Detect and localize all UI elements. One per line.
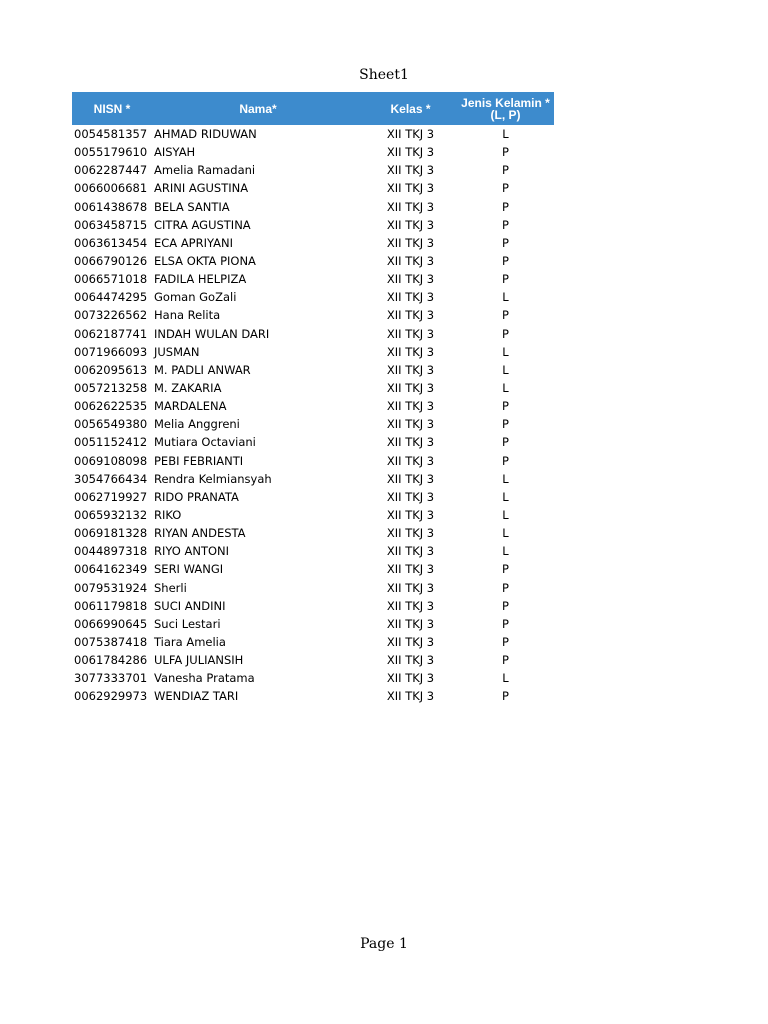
cell-nama: PEBI FEBRIANTI xyxy=(154,453,244,468)
cell-jenis-kelamin: L xyxy=(502,671,509,686)
cell-kelas: XII TKJ 3 xyxy=(386,326,435,341)
cell-nama: RIYAN ANDESTA xyxy=(154,526,246,541)
cell-jenis-kelamin: L xyxy=(502,508,509,523)
cell-kelas: XII TKJ 3 xyxy=(386,199,435,214)
cell-nama: CITRA AGUSTINA xyxy=(154,217,251,232)
cell-jenis-kelamin: L xyxy=(502,489,509,504)
table-body xyxy=(72,125,554,706)
cell-kelas: XII TKJ 3 xyxy=(386,272,435,287)
cell-nisn: 0062287447 xyxy=(74,163,148,178)
cell-kelas: XII TKJ 3 xyxy=(386,308,435,323)
table-row xyxy=(72,597,554,615)
cell-nama: AISYAH xyxy=(154,145,196,160)
cell-jenis-kelamin: P xyxy=(502,580,509,595)
cell-nama: RIKO xyxy=(154,508,182,523)
column-header-jenis-line1: Jenis Kelamin * xyxy=(461,95,550,110)
cell-jenis-kelamin: P xyxy=(502,217,509,232)
table-row xyxy=(72,470,554,488)
cell-jenis-kelamin: P xyxy=(502,163,509,178)
cell-kelas: XII TKJ 3 xyxy=(386,344,435,359)
table-row xyxy=(72,379,554,397)
cell-kelas: XII TKJ 3 xyxy=(386,580,435,595)
cell-kelas: XII TKJ 3 xyxy=(386,471,435,486)
cell-nisn: 0061784286 xyxy=(74,653,148,668)
cell-kelas: XII TKJ 3 xyxy=(386,217,435,232)
cell-nisn: 0064162349 xyxy=(74,562,148,577)
cell-jenis-kelamin: P xyxy=(502,145,509,160)
cell-kelas: XII TKJ 3 xyxy=(386,127,435,142)
cell-kelas: XII TKJ 3 xyxy=(386,181,435,196)
cell-nisn: 0062719927 xyxy=(74,489,148,504)
cell-kelas: XII TKJ 3 xyxy=(386,145,435,160)
cell-nisn: 0066571018 xyxy=(74,272,148,287)
cell-jenis-kelamin: L xyxy=(502,127,509,142)
cell-nama: RIDO PRANATA xyxy=(154,489,239,504)
cell-nama: JUSMAN xyxy=(154,344,200,359)
cell-kelas: XII TKJ 3 xyxy=(386,653,435,668)
cell-kelas: XII TKJ 3 xyxy=(386,381,435,396)
cell-nama: Suci Lestari xyxy=(154,616,221,631)
cell-jenis-kelamin: L xyxy=(502,344,509,359)
table-row xyxy=(72,560,554,578)
cell-jenis-kelamin: L xyxy=(502,381,509,396)
cell-nama: SERI WANGI xyxy=(154,562,224,577)
cell-jenis-kelamin: P xyxy=(502,653,509,668)
cell-kelas: XII TKJ 3 xyxy=(386,635,435,649)
table-row xyxy=(72,433,554,451)
cell-jenis-kelamin: L xyxy=(502,362,509,377)
column-header-nama: Nama* xyxy=(152,92,364,125)
cell-jenis-kelamin: P xyxy=(502,616,509,631)
table-row xyxy=(72,542,554,560)
cell-kelas: XII TKJ 3 xyxy=(386,544,435,559)
cell-jenis-kelamin: L xyxy=(502,544,509,559)
cell-nama: ELSA OKTA PIONA xyxy=(154,254,256,269)
cell-kelas: XII TKJ 3 xyxy=(386,417,435,432)
cell-nisn: 0071966093 xyxy=(74,344,148,359)
cell-jenis-kelamin: L xyxy=(502,471,509,486)
table-row xyxy=(72,288,554,306)
table-row xyxy=(72,125,554,143)
cell-nama: Goman GoZali xyxy=(154,290,237,305)
cell-nama: FADILA HELPIZA xyxy=(154,272,247,287)
table-row xyxy=(72,506,554,524)
cell-nama: Tiara Amelia xyxy=(154,635,226,649)
cell-nisn: 0065932132 xyxy=(74,508,148,523)
cell-jenis-kelamin: P xyxy=(502,562,509,577)
cell-kelas: XII TKJ 3 xyxy=(386,362,435,377)
cell-nama: Sherli xyxy=(154,580,187,595)
table-row xyxy=(72,252,554,270)
cell-jenis-kelamin: P xyxy=(502,435,509,450)
column-header-jenis-kelamin xyxy=(457,92,554,125)
cell-jenis-kelamin: P xyxy=(502,199,509,214)
cell-nisn: 0069108098 xyxy=(74,453,148,468)
cell-nama: M. PADLI ANWAR xyxy=(154,362,251,377)
table-row xyxy=(72,143,554,161)
table-row xyxy=(72,687,554,705)
cell-kelas: XII TKJ 3 xyxy=(386,562,435,577)
table-row xyxy=(72,343,554,361)
cell-kelas: XII TKJ 3 xyxy=(386,689,435,704)
cell-nama: SUCI ANDINI xyxy=(154,598,226,613)
cell-jenis-kelamin: P xyxy=(502,635,509,649)
table-row xyxy=(72,198,554,216)
cell-jenis-kelamin: L xyxy=(502,290,509,305)
cell-jenis-kelamin: P xyxy=(502,308,509,323)
cell-nama: M. ZAKARIA xyxy=(154,381,222,396)
cell-nisn: 0062929973 xyxy=(74,689,148,704)
cell-kelas: XII TKJ 3 xyxy=(386,489,435,504)
table-row xyxy=(72,361,554,379)
sheet-title: Sheet1 xyxy=(359,67,409,83)
table-row xyxy=(72,234,554,252)
cell-kelas: XII TKJ 3 xyxy=(386,290,435,305)
cell-nama: INDAH WULAN DARI xyxy=(154,326,270,341)
table-row xyxy=(72,651,554,669)
cell-nama: WENDIAZ TARI xyxy=(154,689,239,704)
cell-jenis-kelamin: P xyxy=(502,326,509,341)
cell-nisn: 0061438678 xyxy=(74,199,148,214)
cell-nisn: 0054581357 xyxy=(74,127,148,142)
cell-kelas: XII TKJ 3 xyxy=(386,453,435,468)
cell-nisn: 0062622535 xyxy=(74,399,148,414)
table-row xyxy=(72,397,554,415)
cell-jenis-kelamin: L xyxy=(502,526,509,541)
cell-nisn: 0066006681 xyxy=(74,181,148,196)
cell-nisn: 0063458715 xyxy=(74,217,148,232)
cell-nama: Vanesha Pratama xyxy=(154,671,255,686)
cell-jenis-kelamin: P xyxy=(502,181,509,196)
table-row xyxy=(72,669,554,687)
cell-kelas: XII TKJ 3 xyxy=(386,526,435,541)
page-footer: Page 1 xyxy=(360,936,408,952)
cell-nama: Hana Relita xyxy=(154,308,221,323)
column-header-jenis-line2: (L, P) xyxy=(490,107,521,122)
cell-nama: BELA SANTIA xyxy=(154,199,230,214)
student-table xyxy=(72,92,554,706)
cell-kelas: XII TKJ 3 xyxy=(386,508,435,523)
cell-nisn: 0079531924 xyxy=(74,580,148,595)
cell-nama: Rendra Kelmiansyah xyxy=(154,471,272,486)
cell-nama: AHMAD RIDUWAN xyxy=(154,127,257,142)
table-row xyxy=(72,488,554,506)
cell-nama: Melia Anggreni xyxy=(154,417,240,432)
cell-nama: ECA APRIYANI xyxy=(154,235,233,250)
cell-jenis-kelamin: P xyxy=(502,598,509,613)
cell-nisn: 0064474295 xyxy=(74,290,148,305)
cell-nisn: 0051152412 xyxy=(74,435,148,450)
column-header-kelas: Kelas * xyxy=(364,92,457,125)
cell-nama: ULFA JULIANSIH xyxy=(154,653,244,668)
cell-nisn: 3054766434 xyxy=(74,471,148,486)
table-row xyxy=(72,579,554,597)
table-row xyxy=(72,270,554,288)
cell-jenis-kelamin: P xyxy=(502,689,509,704)
cell-nama: Mutiara Octaviani xyxy=(154,435,256,450)
cell-nisn: 0069181328 xyxy=(74,526,148,541)
cell-nama: MARDALENA xyxy=(154,399,227,414)
table-header-row xyxy=(72,92,554,125)
cell-nisn: 0062095613 xyxy=(74,362,148,377)
table-row xyxy=(72,524,554,542)
cell-nama: ARINI AGUSTINA xyxy=(154,181,249,196)
table-row xyxy=(72,161,554,179)
cell-kelas: XII TKJ 3 xyxy=(386,435,435,450)
cell-jenis-kelamin: P xyxy=(502,235,509,250)
column-header-nisn: NISN * xyxy=(72,92,152,125)
cell-jenis-kelamin: P xyxy=(502,453,509,468)
cell-nisn: 0061179818 xyxy=(74,598,148,613)
cell-jenis-kelamin: P xyxy=(502,399,509,414)
table-row xyxy=(72,179,554,197)
table-row xyxy=(72,216,554,234)
table-row xyxy=(72,306,554,324)
cell-kelas: XII TKJ 3 xyxy=(386,163,435,178)
cell-kelas: XII TKJ 3 xyxy=(386,399,435,414)
cell-nisn: 0044897318 xyxy=(74,544,148,559)
cell-nisn: 3077333701 xyxy=(74,671,148,686)
cell-nisn: 0057213258 xyxy=(74,381,148,396)
cell-nama: RIYO ANTONI xyxy=(154,544,230,559)
cell-jenis-kelamin: P xyxy=(502,254,509,269)
cell-kelas: XII TKJ 3 xyxy=(386,598,435,613)
cell-nisn: 0056549380 xyxy=(74,417,148,432)
cell-nisn: 0066790126 xyxy=(74,254,148,269)
cell-nisn: 0062187741 xyxy=(74,326,148,341)
cell-jenis-kelamin: P xyxy=(502,272,509,287)
cell-kelas: XII TKJ 3 xyxy=(386,616,435,631)
cell-kelas: XII TKJ 3 xyxy=(386,235,435,250)
cell-nisn: 0073226562 xyxy=(74,308,148,323)
cell-nisn: 0063613454 xyxy=(74,235,148,250)
cell-jenis-kelamin: P xyxy=(502,417,509,432)
cell-nisn: 0055179610 xyxy=(74,145,148,160)
table-row xyxy=(72,325,554,343)
cell-nama: Amelia Ramadani xyxy=(154,163,256,178)
cell-nisn: 0075387418 xyxy=(74,635,148,649)
cell-kelas: XII TKJ 3 xyxy=(386,671,435,686)
table-row xyxy=(72,615,554,633)
table-row xyxy=(72,452,554,470)
cell-nisn: 0066990645 xyxy=(74,616,148,631)
table-row xyxy=(72,415,554,433)
cell-kelas: XII TKJ 3 xyxy=(386,254,435,269)
table-row xyxy=(72,633,554,651)
